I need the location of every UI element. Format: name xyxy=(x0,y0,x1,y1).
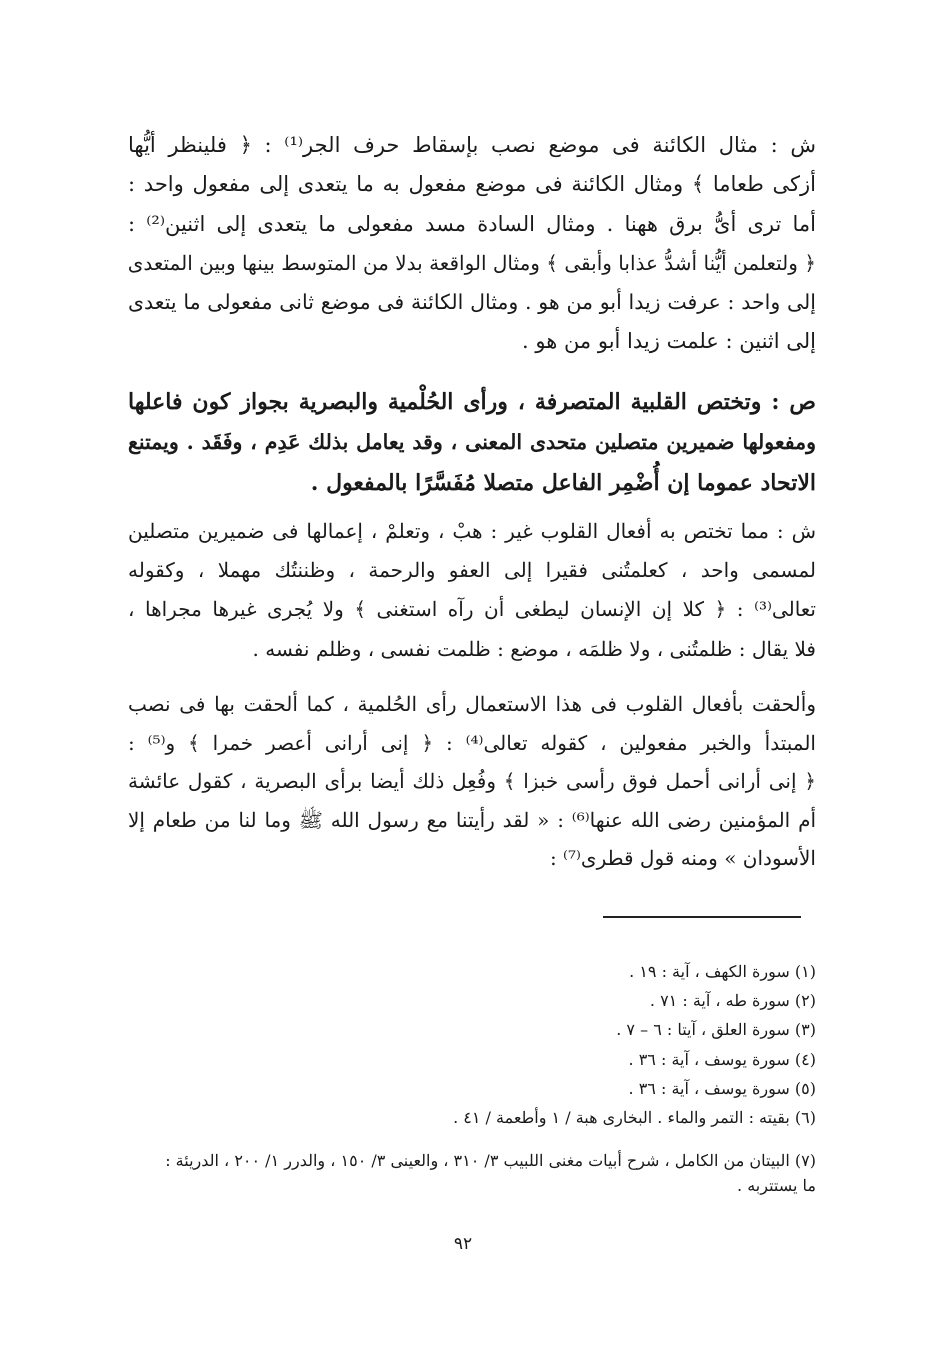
text-line: الاتحاد عموما إن أُضْمِر الفاعل متصلا مُفَسَّرًا بالمفعول . xyxy=(310,469,816,496)
text-line: إلى اثنين : علمت زيدا أبو من هو . xyxy=(522,329,816,354)
text-line: أم المؤمنين رضى الله عنها⁽⁶⁾ : « لقد رأيتنا مع رسول الله ﷺ وما لنا من طعام إلا xyxy=(128,807,817,832)
text-line: لمسمى واحد ، كعلمتُنى فقيرا إلى العفو والرحمة ، وظننتُك مهملا ، وكقوله xyxy=(128,558,816,583)
matn-paragraph xyxy=(128,382,816,503)
footnotes xyxy=(128,957,816,1132)
page-number: ٩٢ xyxy=(453,1234,473,1254)
footnote-7 xyxy=(128,1148,816,1198)
text-line: ص : وتختص القلبية المتصرفة ، ورأى الحُلْمية والبصرية بجواز كون فاعلها xyxy=(128,389,816,415)
footnote-2: (٢) سورة طه ، آية : ٧١ . xyxy=(649,991,816,1011)
text-line: أزكى طعاما ﴾ ومثال الكائنة فى موضع مفعول به ما يتعدى إلى مفعول واحد : xyxy=(128,172,816,197)
text-line: فلا يقال : ظلمتُنى ، ولا ظلمَه ، موضع : ظلمت نفسى ، وظلم نفسه . xyxy=(252,636,816,661)
footnote-5: (٥) سورة يوسف ، آية : ٣٦ . xyxy=(628,1078,816,1098)
text-line: ﴿ ولتعلمن أيُّنا أشدُّ عذابا وأبقى ﴾ ومثال الواقعة بدلا من المتوسط بينها وبين المتعدى xyxy=(127,250,816,275)
text-line: المبتدأ والخبر مفعولين ، كقوله تعالى⁽⁴⁾ : ﴿ إنى أرانى أعصر خمرا ﴾ و⁽⁵⁾ : xyxy=(128,730,816,755)
footnote-7-line-1: (٧) البيتان من الكامل ، شرح أبيات مغنى اللبيب ٣/ ٣١٠ ، والعينى ٣/ ١٥٠ ، والدرر ١/ ٢٠٠ ، الدريئة : xyxy=(165,1151,816,1170)
text-line: وألحقت بأفعال القلوب فى هذا الاستعمال رأى الحُلمية ، كما ألحقت بها فى نصب xyxy=(128,692,816,716)
text-line: ﴿ إنى أرانى أحمل فوق رأسى خبزا ﴾ وفُعِل ذلك أيضا برأى البصرية ، كقول عائشة xyxy=(128,769,816,794)
text-line: ش : مثال الكائنة فى موضع نصب بإسقاط حرف الجر⁽¹⁾ : ﴿ فلينظر أيُّها xyxy=(128,133,816,157)
footnote-4: (٤) سورة يوسف ، آية : ٣٦ . xyxy=(628,1049,816,1069)
text-line: أما ترى أىُّ برق ههنا . ومثال السادة مسد مفعولى ما يتعدى إلى اثنين⁽²⁾ : xyxy=(128,211,816,236)
footnote-7-line-2: ما يستتربه . xyxy=(737,1176,816,1195)
footnote-1: (١) سورة الكهف ، آية : ١٩ . xyxy=(629,962,816,981)
sharh-paragraph-1 xyxy=(128,126,816,362)
text-line: ومفعولها ضميرين متصلين متحدى المعنى ، وقد يعامل بذلك عَدِم ، وفَقَد . ويمتنع xyxy=(128,430,816,455)
footnote-3: (٣) سورة العلق ، آيتا : ٦ – ٧ . xyxy=(616,1020,816,1040)
text-line: ش : مما تختص به أفعال القلوب غير : هبْ ، وتعلمْ ، إعمالها فى ضميرين متصلين xyxy=(128,519,816,543)
footnote-6: (٦) بقيته : التمر والماء . البخارى هبة / ١ وأطعمة / ٤١ . xyxy=(453,1108,816,1128)
sharh-paragraph-2 xyxy=(128,512,816,669)
sharh-paragraph-3 xyxy=(128,685,816,878)
text-line: الأسودان » ومنه قول قطرى⁽⁷⁾ : xyxy=(549,846,816,871)
footnote-separator xyxy=(603,916,801,918)
text-line: إلى واحد : عرفت زيدا أبو من هو . ومثال الكائنة فى موضع ثانى مفعولى ما يتعدى xyxy=(128,290,816,315)
text-line: تعالى⁽³⁾ : ﴿ كلا إن الإنسان ليطغى أن رآه استغنى ﴾ ولا يُجرى غيرها مجراها ، xyxy=(128,597,816,622)
